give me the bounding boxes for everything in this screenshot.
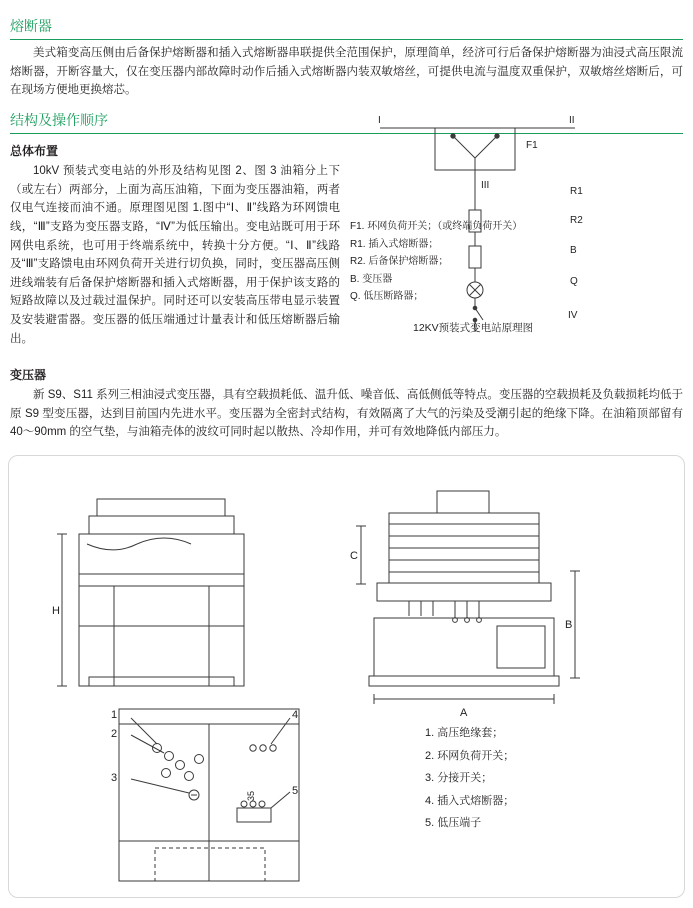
figure-legend-item-1: 1. 高压绝缘套； bbox=[425, 727, 504, 739]
figure-legend-item-4: 4. 插入式熔断器； bbox=[425, 794, 515, 807]
legend-item-r2: R2. 后备保护熔断器； bbox=[350, 256, 449, 267]
schematic-label-IV: IV bbox=[568, 310, 578, 321]
paragraph-transformer: 新 S9、S11 系列三相油浸式变压器，具有空载损耗低、温升低、噪音低、高低侧低等特点。变压器的空载损耗及负载损耗均低于原 S9 型变压器，达到目前国内先进水平。变压器为全密封式结构，有效隔离了大气的污染及受潮引起的绝缘下降。在油箱顶部留有 40～90mm 的空气垫，与油箱壳体的波纹可同时起以散热、冷却作用，并可有效地降低内部压力。 bbox=[10, 389, 683, 439]
schematic-label-II: II bbox=[569, 115, 575, 126]
callout-2: 2 bbox=[111, 728, 118, 740]
legend-item-b: B. 变压器 bbox=[350, 273, 393, 285]
subheading-transformer: 变压器 bbox=[10, 368, 47, 382]
callout-1: 1 bbox=[111, 709, 118, 721]
figure-legend bbox=[425, 722, 655, 835]
schematic-caption: 12KV预装式变电站原理图 bbox=[413, 322, 534, 334]
section-title-structure: 结构及操作顺序 bbox=[10, 112, 108, 128]
divider-fuse bbox=[10, 39, 683, 40]
figure-legend-item-3: 3. 分接开关； bbox=[425, 772, 493, 785]
schematic-label-I: I bbox=[378, 115, 381, 126]
legend-item-r1: R1. 插入式熔断器； bbox=[350, 238, 439, 250]
callout-5: 5 bbox=[292, 785, 299, 797]
figure-dim-A: A bbox=[460, 707, 468, 719]
legend-item-f1: F1. 环网负荷开关；（或终端负荷开关） bbox=[350, 221, 523, 232]
paragraph-fuse: 美式箱变高压侧由后备保护熔断器和插入式熔断器串联提供全范围保护，原理简单，经济可行后备保护熔断器为油浸式高压限流熔断器，开断容量大，仅在变压器内部故障时动作后插入式熔断器内装双敏熔丝，可提供电流与温度双重保护，双敏熔丝熔断后，可在现场方便地更换熔芯。 bbox=[10, 47, 683, 97]
schematic-legend bbox=[350, 218, 550, 306]
figure-dim-B: B bbox=[565, 619, 573, 631]
schematic-label-III: III bbox=[481, 180, 490, 191]
schematic-label-B: B bbox=[570, 245, 577, 256]
figure-legend-item-5: 5. 低压端子 bbox=[425, 817, 482, 830]
callout-4: 4 bbox=[292, 709, 299, 721]
subheading-general-layout: 总体布置 bbox=[10, 144, 59, 158]
legend-item-q: Q. 低压断路器； bbox=[350, 291, 424, 302]
schematic-label-Q: Q bbox=[570, 276, 578, 287]
paragraph-general-layout: 10kV 预装式变电站的外形及结构见图 2、图 3 油箱分上下（或左右）两部分，上面为高压油箱，下面为变压器油箱，两者仅电气连接而油不通。原理图见图 1.图中“Ⅰ、Ⅱ”线路为环网馈电线，“Ⅲ”支路为变压器支路，“Ⅳ”为低压输出。变电站既可用于环网供电系统，也可用于终端系统中，转换十分方便。“Ⅰ、Ⅱ”线路及“Ⅲ”支路馈电由环网负荷开关进行切负换，同时，变压器高压侧进线端装有后备保护熔断器和插入式熔断器，用于保护该支路的短路故障以及过载过温保护。同时还可以安装高压带电显示装置及安装避雷器。变压器的低压端通过计量表计和低压熔断器后输出。 bbox=[10, 165, 340, 345]
figure-dim-H: H bbox=[52, 605, 60, 617]
svg-text:35: 35 bbox=[246, 790, 256, 801]
schematic-label-R2: R2 bbox=[570, 215, 583, 226]
schematic-label-R1: R1 bbox=[570, 186, 583, 197]
figure-dim-C: C bbox=[350, 550, 358, 562]
schematic-label-F1: F1 bbox=[526, 140, 538, 151]
section-title-fuse: 熔断器 bbox=[10, 18, 52, 34]
figure-legend-item-2: 2. 环网负荷开关； bbox=[425, 749, 515, 762]
callout-3: 3 bbox=[111, 772, 118, 784]
